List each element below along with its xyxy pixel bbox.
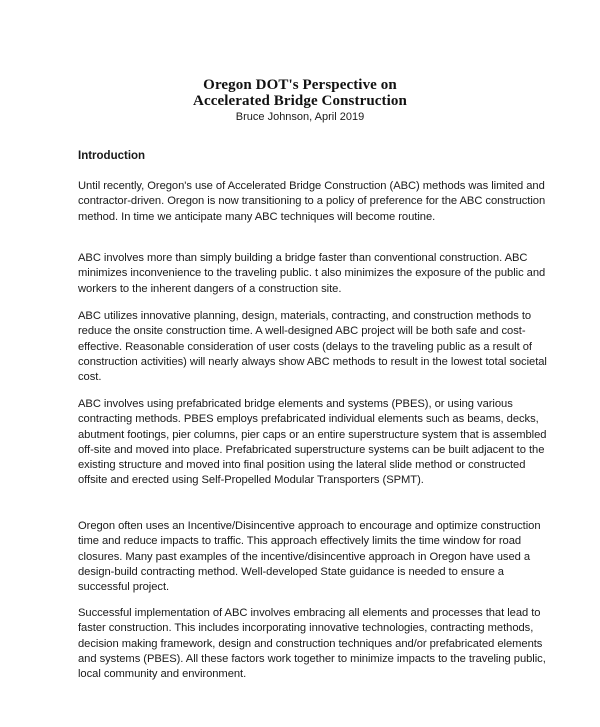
document-title-line-1: Oregon DOT's Perspective on — [203, 77, 397, 93]
paragraph-1: Until recently, Oregon's use of Accelerated Bridge Construction (ABC) methods was limited and contractor-driven. Oregon is now transitioning to a policy of preference for the ABC construction method. In time we anticipate many ABC techniques will become routine. — [78, 180, 546, 223]
author-date-byline: Bruce Johnson, April 2019 — [235, 111, 365, 123]
section-heading-introduction: Introduction — [78, 150, 146, 162]
title-block — [0, 77, 600, 124]
paragraph-4: ABC involves using prefabricated bridge elements and systems (PBES), or using various contracting methods. PBES employs prefabricated individual elements such as beams, decks, abutment footings, pier columns, pier caps or an entire superstructure system that is assembled off-site and moved into place. Prefabricated superstructure systems can be built adjacent to the existing structure and moved into final position using the lateral slide method or constructed offsite and erected using Self-Propelled Modular Transporters (SPMT). — [78, 398, 547, 487]
paragraph-5: Oregon often uses an Incentive/Disincentive approach to encourage and optimize construction time and reduce impacts to traffic. This approach effectively limits the time window for road closures. Many past examples of the incentive/disincentive approach in Oregon have used a design-build contracting method. Well-developed State guidance is needed to ensure a successful project. — [78, 520, 541, 594]
paragraph-3: ABC utilizes innovative planning, design, materials, contracting, and construction methods to reduce the onsite construction time. A well-designed ABC project will be both safe and cost-effective. Reasonable consideration of user costs (delays to the traveling public as a result of construction activities) will nearly always show ABC methods to result in the lowest total societal cost. — [78, 310, 547, 384]
paragraph-2: ABC involves more than simply building a bridge faster than conventional construction. ABC minimizes inconvenience to the traveling public. t also minimizes the exposure of the public and workers to the inherent dangers of a construction site. — [78, 252, 546, 295]
paragraph-6: Successful implementation of ABC involves embracing all elements and processes that lead to faster construction. This includes incorporating innovative technologies, contracting methods, decision making framework, design and construction techniques and/or prefabricated elements and systems (PBES). All these factors work together to minimize impacts to the traveling public, local community and environment. — [78, 607, 546, 681]
document-title-line-2: Accelerated Bridge Construction — [193, 93, 407, 109]
